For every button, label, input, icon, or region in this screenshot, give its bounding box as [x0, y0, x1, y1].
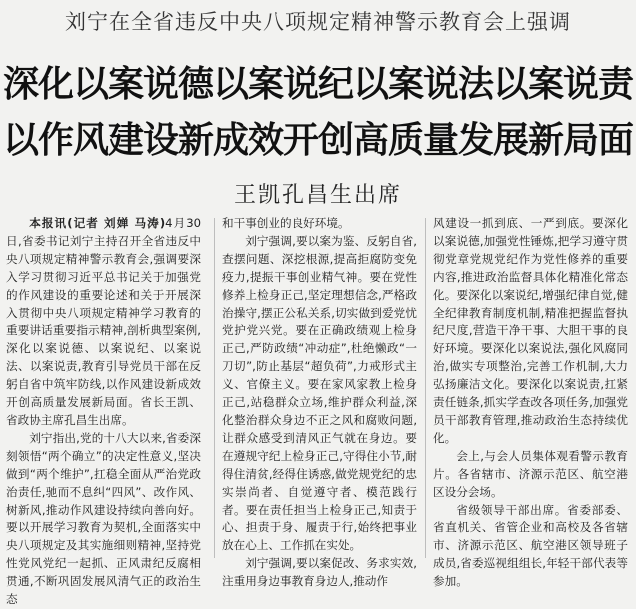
paragraph-continuation: 和干事创业的良好环境。	[222, 216, 350, 230]
lead-paragraph	[6, 215, 201, 430]
kicker-title: 刘宁在全省违反中央八项规定精神警示教育会上强调	[65, 10, 571, 34]
headline-line-2: 以作风建设新成效开创高质量发展新局面	[2, 120, 633, 161]
paragraph: 省级领导干部出席。省委部委、省直机关、省管企业和高校及各省辖市、济源示范区、航空港区领导班子成员,省委巡视组组长,年轻干部代表等参加。	[433, 502, 628, 589]
headline-line-1: 深化以案说德以案说纪以案说法以案说责	[2, 64, 633, 105]
column-divider	[425, 218, 426, 558]
article-column-2	[222, 215, 417, 589]
byline: 本报讯(记者 刘婵 马涛)	[29, 216, 166, 230]
article-column-1	[6, 215, 201, 607]
paragraph-continuation: 风建设一抓到底、一严到底。要深化以案说德,加强党性锤炼,把学习遵守贯彻党章党规党纪作为党性修养的重要内容,推进政治监督具体化精准化常态化。要深化以案说纪,增强纪律自觉,健全纪律教育制度机制,精准把握监督执纪尺度,营造干净干事、大胆干事的良好环境。要深化以案说法,强化风腐同治,做实专项整治,完善工作机制,大力弘扬廉洁文化。要深化以案说责,扛紧责任链条,抓实学查改各项任务,加强党员干部教育管理,推动政治生态持续优化。	[433, 216, 628, 445]
paragraph: 刘宁指出,党的十八大以来,省委深刻领悟“两个确立”的决定性意义,坚决做到“两个维护”,扛稳全面从严治党政治责任,驰而不息纠“四风”、改作风、树新风,推动作风建设持续向善向好。要以开展学习教育为契机,全面落实中央八项规定及其实施细则精神,坚持党性党风党纪一起抓、正风肃纪反腐相贯通,不断巩固发展风清气正的政治生态	[6, 430, 201, 607]
column-divider	[214, 218, 215, 558]
lead-text: 4月30日,省委书记刘宁主持召开全省违反中央八项规定精神警示教育会,强调要深入学习贯彻习近平总书记关于加强党的作风建设的重要论述和关于开展深入贯彻中央八项规定精神学习教育的重要讲话重要指示精神,剖析典型案例,深化以案说德、以案说纪、以案说法、以案说责,教育引导党员干部在反躬自省中筑牢防线,以作风建设新成效开创高质量发展新局面。省长王凯、省政协主席孔昌生出席。	[6, 216, 201, 427]
article-column-3	[433, 215, 628, 589]
paragraph: 刘宁强调,要以案为鉴、反躬自省,查摆问题、深挖根源,提高拒腐防变免疫力,提振干事创业精气神。要在党性修养上检身正己,坚定理想信念,严格政治操守,摆正公私关系,切实做到爱党忧党护党兴党。要在正确政绩观上检身正己,严防政绩“冲动症”,杜绝懒政“一刀切”,防止基层“超负荷”,力戒形式主义、官僚主义。要在家风家教上检身正己,站稳群众立场,维护群众利益,深化整治群众身边不正之风和腐败问题,让群众感受到清风正气就在身边。要在遵规守纪上检身正己,守得住小节,耐得住清贫,经得住诱惑,做党规党纪的忠实崇尚者、自觉遵守者、模范践行者。要在责任担当上检身正己,知责于心、担责于身、履责于行,始终把事业放在心上、工作抓在实处。	[222, 233, 417, 553]
paragraph: 会上,与会人员集体观看警示教育片。各省辖市、济源示范区、航空港区设分会场。	[433, 448, 628, 499]
subheadline: 王凯孔昌生出席	[233, 183, 402, 208]
paragraph: 刘宁强调,要以案促改、务求实效,注重用身边事教育身边人,推动作	[222, 556, 417, 589]
